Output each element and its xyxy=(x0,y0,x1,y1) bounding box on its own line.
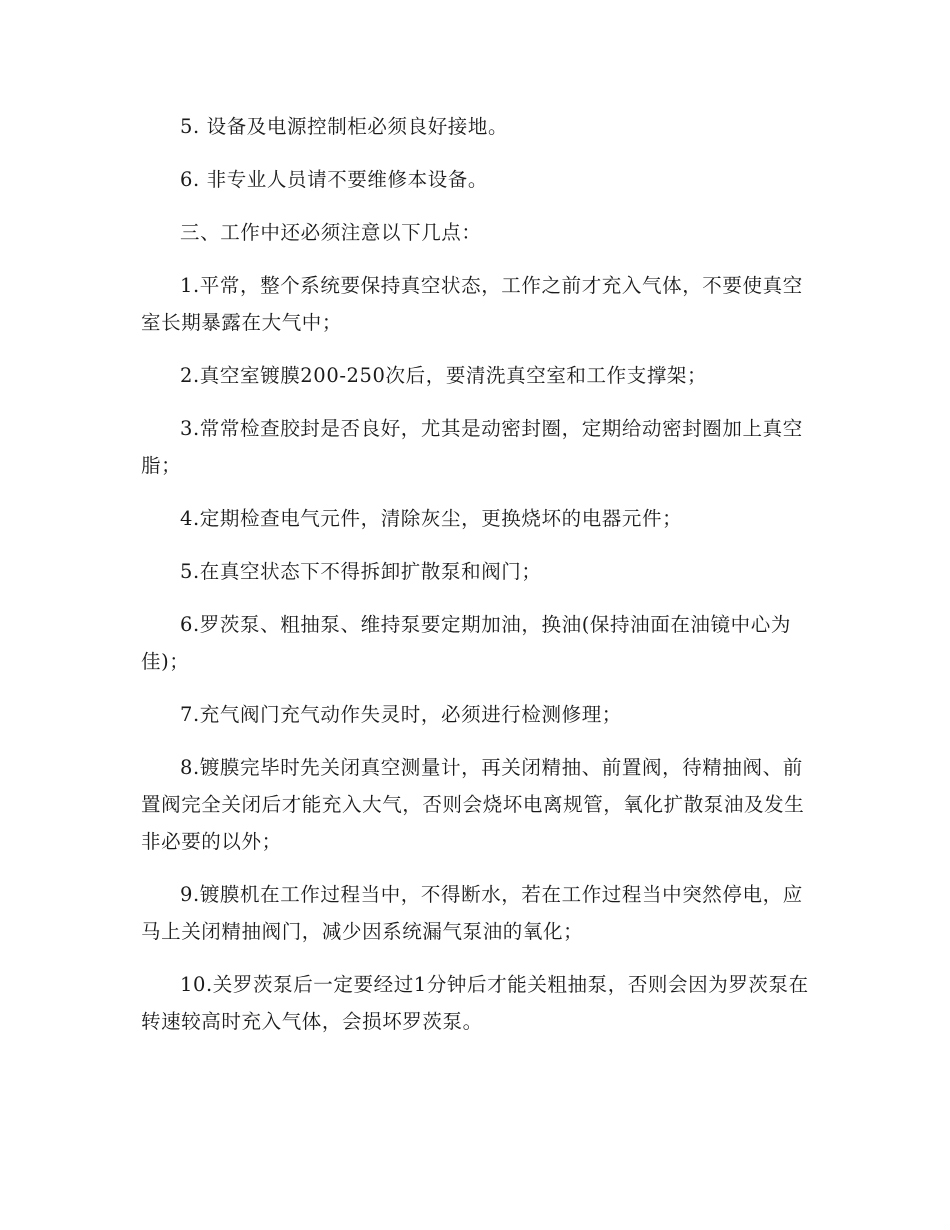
section-heading-3: 三、工作中还必须注意以下几点： xyxy=(180,221,482,244)
list-item-4: 4.定期检查电气元件，清除灰尘，更换烧坏的电器元件； xyxy=(180,507,683,530)
list-item-2: 2.真空室镀膜200-250次后，要清洗真空室和工作支撑架； xyxy=(180,364,708,387)
paragraph-item-5-grounding: 5. 设备及电源控制柜必须良好接地。 xyxy=(180,115,509,138)
list-item-9: 9.镀膜机在工作过程当中，不得断水，若在工作过程当中突然停电，应马上关闭精抽阀门，减少因系统漏气泵油的氧化； xyxy=(141,883,803,943)
list-item-10: 10.关罗茨泵后一定要经过1分钟后才能关粗抽泵，否则会因为罗茨泵在转速较高时充入气体，会损坏罗茨泵。 xyxy=(141,973,809,1033)
paragraph-item-6-maintenance: 6. 非专业人员请不要维修本设备。 xyxy=(180,168,489,191)
list-item-1: 1.平常，整个系统要保持真空状态，工作之前才充入气体，不要使真空室长期暴露在大气中； xyxy=(141,274,803,334)
list-item-7: 7.充气阀门充气动作失灵时，必须进行检测修理； xyxy=(180,703,622,726)
list-item-5: 5.在真空状态下不得拆卸扩散泵和阀门； xyxy=(180,560,542,583)
list-item-8: 8.镀膜完毕时先关闭真空测量计，再关闭精抽、前置阀，待精抽阀、前置阀完全关闭后才能充入大气，否则会烧坏电离规管，氧化扩散泵油及发生非必要的以外； xyxy=(141,756,805,853)
list-item-6: 6.罗茨泵、粗抽泵、维持泵要定期加油，换油(保持油面在油镜中心为佳)； xyxy=(141,613,791,673)
document-body xyxy=(141,108,813,1056)
list-item-3: 3.常常检查胶封是否良好，尤其是动密封圈，定期给动密封圈加上真空脂； xyxy=(141,417,803,477)
